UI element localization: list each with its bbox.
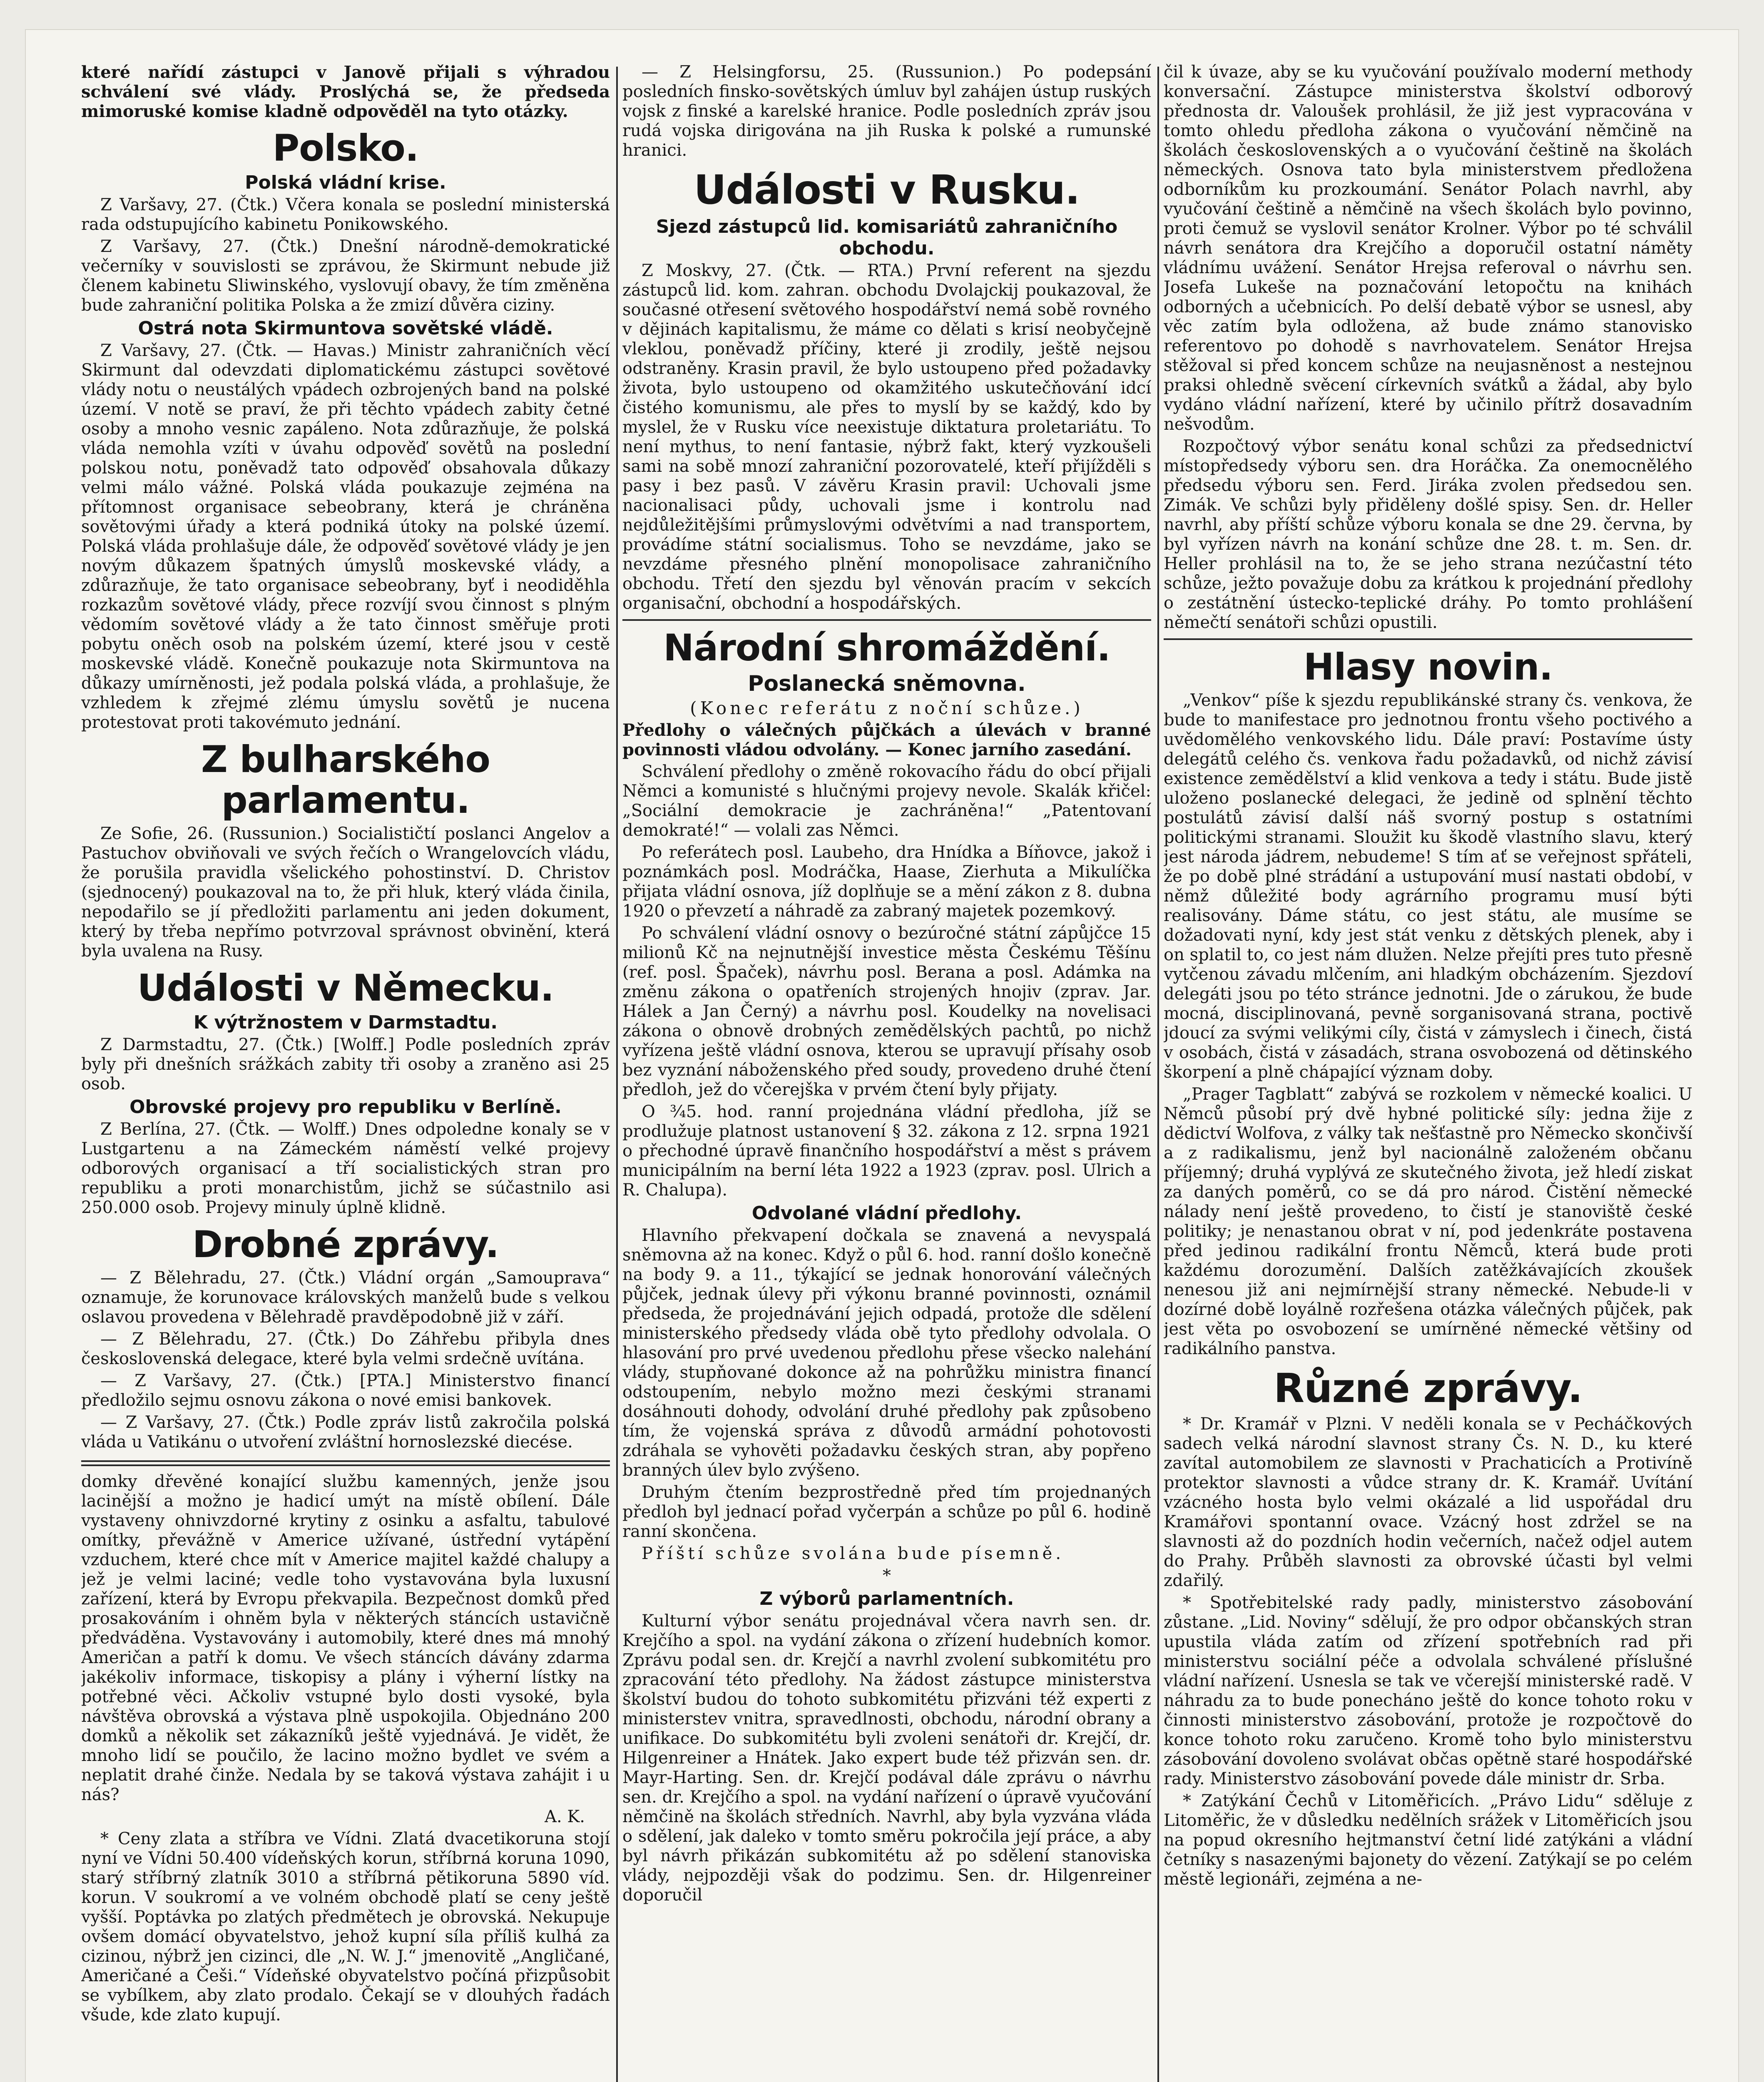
article-paragraph: Druhým čtením bezprostředně před tím projednaných předloh byl jednací pořad vyčerpán a schůze po půl 6. hodině ranní skončena.: [622, 1483, 1151, 1541]
subheading-skirmunt-note: Ostrá nota Skirmuntova sovětské vládě.: [138, 318, 553, 339]
article-paragraph: Ze Sofie, 26. (Russunion.) Socialističtí poslanci Angelov a Pastuchov obviňovali ve svých řečích o Wrangelovcích vládu, že porušila pravidla všelického pohostinství. D. Christov (sjednocený) poukazoval na to, že při hluk, který vláda činila, nepodařilo se jí předložiti parlamentu ani jeden dokument, který by třeba nepřímo potvrzoval správnost obvinění, která byla uvalena na Rusy.: [81, 824, 610, 961]
heading-hlasy-novin: Hlasy novin.: [1303, 645, 1553, 688]
column-3: [1164, 62, 1692, 2082]
subheading-odvolane-predlohy: Odvolané vládní předlohy.: [751, 1203, 1022, 1224]
article-paragraph: Z Varšavy, 27. (Čtk.) Včera konala se poslední ministerská rada odstupujícího kabinetu Ponikowského.: [81, 195, 610, 234]
article-paragraph: Z Berlína, 27. (Čtk. — Wolff.) Dnes odpoledne konaly se v Lustgartenu a na Zámeckém náměstí velké projevy odborových organisací a tří socialistických stran pro republiku a proti monarchistům, jichž se súčastnilo asi 250.000 osob. Projevy minuly úplně klidně.: [81, 1120, 610, 1217]
article-paragraph: * Zatýkání Čechů v Litoměřicích. „Právo Lidu“ sděluje z Litoměřic, že v důsledku nedělních srážek v Litoměřicích jsou na popud okresního hejtmanství četní lidé zatýkáni a vládní četníky s nasazenými bajonety do vězení. Zatýkají se po celém městě legionáři, zejména a ne-: [1164, 1791, 1692, 1889]
article-paragraph: „Venkov“ píše k sjezdu republikánské strany čs. venkova, že bude to manifestace pro jednotnou frontu všeho poctivého a uvědomělého venkovského lidu. Dále praví: Postavíme ústy delegátů celého čs. venkova řadu požadavků, od nichž závisí existence zemědělství a klid venkova a tedy i státu. Bude jistě uloženo poslanecké delegaci, že jedině od splnění těchto postulátů závisí další náš svorný postup s ostatními politickými stranami. Sloužit ku škodě vlastního slavu, který jest národa jádrem, nebudeme! S tím ať se veřejnost spřáteli, že po době plné strádání a ustupování musí nastati období, v němž důležité body agrárního programu musí býti realisovány. Dáme státu, co jest státu, ale musíme se dožadovati nyní, kdy jest stát venku z dětských plenek, aby i on splatil to, co jest nám dlužen. Nelze přejíti pres tuto přesně vytčenou závadu mlčením, ani hladkým obcházením. Sjezdoví delegáti jsou po této stránce jednotni. Jde o zárukou, že bude mocná, disciplinovaná, pevně sorganisovaná strana, poctivě jdoucí za svými velikými cíly, čistá v zámyslech i činech, čistá v osobách, čistá v zásadách, strana osvobozená od dětinského škorpení a plně chápající význam doby.: [1164, 691, 1692, 1082]
heading-polsko: Polsko.: [272, 127, 419, 169]
heading-ruzne-zpravy: Různé zprávy.: [1274, 1365, 1582, 1412]
subheading-darmstadt: K výtržnostem v Darmstadtu.: [193, 1012, 498, 1033]
heading-udalosti-nemecko: Události v Německu.: [137, 966, 554, 1009]
column-2: [622, 62, 1151, 2082]
article-paragraph: — Z Varšavy, 27. (Čtk.) Podle zpráv listů zakročila polská vláda u Vatikánu o utvoření zvláštní hornoslezské diecése.: [81, 1413, 610, 1452]
article-paragraph: — Z Bělehradu, 27. (Čtk.) Vládní orgán „Samouprava“ oznamuje, že korunovace královských manželů bude s velkou oslavou provedena v Bělehradě pravděpodobně již v září.: [81, 1268, 610, 1327]
article-paragraph: Rozpočtový výbor senátu konal schůzi za předsednictví místopředsedy výboru sen. dra Horáčka. Za onemocnělého předsedu výboru sen. Ferd. Jiráka zvolen předsedou sen. Zimák. Ve schůzi byly přiděleny došlé spisy. Sen. dr. Heller navrhl, aby příští schůze výboru konala se dne 29. června, by byl vyřízen návrh na konání schůze dne 28. t. m. Sen. dr. Heller prohlásil na to, že se jeho strana nezúčastní této schůze, ježto považuje dobu za krátkou k projednání předlohy o zestátnění ústecko-teplické dráhy. Po tomto prohlášení němečtí senátoři schůzi opustili.: [1164, 437, 1692, 632]
article-paragraph: Z Moskvy, 27. (Čtk. — RTA.) První referent na sjezdu zástupců lid. kom. zahran. obchodu Dvolajckij poukazoval, že současné otřesení světového hospodářství nemá sobě rovného v dějinách kapitalismu, že máme co dělati s krisí neobyčejně vleklou, poněvadž příčiny, které ji zrodily, ještě nejsou odstraněny. Krasin pravil, že bylo ustoupeno před požadavky života, bylo ustoupeno od okamžitého uskutečňování idcí čistého komunismu, ale přes to myslí by se každý, kdo by myslel, že v Rusku více neexistuje diktatura proletariátu. To není mythus, to není fantasie, nýbrž fakt, který vyzkoušeli sami na sobě mnozí zahraniční pozorovatelé, kteří přijížděli s pasy i bez pasů. V závěru Krasin pravil: Uchovali jsme nacionalisaci půdy, uchovali jsme i kontrolu nad nejdůležitějšími průmyslovými odvětvími a nad transportem, provádíme státní socialismus. Toho se nevzdáme, jako se nevzdáme přesného plnění monopolisace zahraničního obchodu. Třetí den sjezdu byl věnován pracím v sekcích organisační, obchodní a hospodářských.: [622, 261, 1151, 613]
col2-intro: — Z Helsingforsu, 25. (Russunion.) Po podepsání posledních finsko-sovětských úmluv byl zahájen ústup ruských vojsk z finské a karelské hranice. Podle posledních zpráv jsou rudá vojska dirigována na jih Ruska k polské a rumunské hranici.: [622, 62, 1151, 160]
divider: [622, 619, 1151, 621]
article-paragraph: — Z Varšavy, 27. (Čtk.) [PTA.] Ministerstvo financí předložilo sejmu osnovu zákona o nové emisi bankovek.: [81, 1371, 610, 1410]
article-paragraph: Z Varšavy, 27. (Čtk.) Dnešní národně-demokratické večerníky v souvislosti se zprávou, že Skirmunt nebude již členem kabinetu Sliwinského, vyslovují obavy, že tím změněna bude zahraniční politika Polska a že zmizí důvěra ciziny.: [81, 237, 610, 315]
article-paragraph: * Dr. Kramář v Plzni. V neděli konala se v Pecháčkových sadech velká národní slavnost strany Čs. N. D., ku které zavítal automobilem ze slavnosti v Prachaticích a Protivíně protektor slavnosti a vůdce strany dr. K. Kramář. Uvítání vzácného hosta bylo velmi okázalé a lid uspořádal dru Kramářovi spontanní ovace. Vzácný host zdržel se na slavnosti až do pozdních hodin večerních, načež odjel autem do Prahy. Průběh slavnosti za obrovské účasti byl velmi zdařilý.: [1164, 1415, 1692, 1590]
feuilleton-divider: [81, 1460, 610, 1466]
article-paragraph: Z Darmstadtu, 27. (Čtk.) [Wolff.] Podle posledních zpráv byly při dnešních srážkách zabity tři osoby a zraněno asi 25 osob.: [81, 1035, 610, 1093]
article-paragraph: * Spotřebitelské rady padly, ministerstvo zásobování zůstane. „Lid. Noviny“ sdělují, že pro odpor občanských stran upustila vláda zatím od zřízení spotřebních rad při ministerstvu sociální péče a odvolala schválené příslušné vládní nařízení. Usnesla se tak ve včerejší ministerské radě. V náhradu za to bude ponecháno ještě do konce tohoto roku v činnosti ministerstvo zásobování, protože je rozpočtově do konce tohoto roku zaručeno. Kromě toho bylo ministerstvu zásobování dovoleno svolávat občas opětně staré hospodářské rady. Ministerstvo zásobování povede dále ministr dr. Srba.: [1164, 1593, 1692, 1788]
heading-bulharsky-parlament: Z bulharského parlamentu.: [201, 738, 490, 822]
feuilleton-paragraph: * Ceny zlata a stříbra ve Vídni. Zlatá dvacetikoruna stojí nyní ve Vídni 50.400 vídeňských korun, stříbrná koruna 1090, starý stříbrný zlatník 3010 a stříbrná pětikoruna 5890 víd. korun. V soukromí a ve volném obchodě platí se ceny ještě vyšší. Poptávka po zlatých předmětech je obrovská. Nekupuje ovšem domácí obyvatelstvo, jehož kupní síla příliš kulhá za cizinou, nýbrž jen cizinci, dle „N. W. J.“ jmenovitě „Angličané, Američané a Češi.“ Vídeňské obyvatelstvo počíná přizpůsobit se vybílkem, aby zlato prodalo. Čekají se v dlouhých řadách všude, kde zlato kupují.: [81, 1829, 610, 2025]
heading-udalosti-rusko: Události v Rusku.: [694, 167, 1080, 213]
col1-intro: které nařídí zástupci v Janově přijali s výhradou schválení své vlády. Proslýchá se, že předseda mimoruské komise kladně odpověděl na tyto otázky.: [81, 62, 610, 121]
column-1: [81, 62, 610, 2082]
subheading-konec-referatu: (Konec referátu z noční schůze.): [690, 698, 1084, 718]
article-paragraph: Hlavního překvapení dočkala se znavená a nevyspalá sněmovna až na konec. Když o půl 6. hod. ranní došlo konečně na body 9. a 11., týkající se jednak honorování válečných půjček, jednak úlevy při výkonu branné povinnosti, oznámil předseda, že projednávání jejich odpadá, protože dle sdělení ministerského předsedy vláda obě tyto předlohy odvolala. O hlasování pro prvé uvedenou předlohu přese všecko nalehání vlády, stupňované dokonce až na pohrůžku ministra financí odstoupením, nebylo možno mezi českými stranami dosáhnouti dohody, odvolání druhé předlohy pak způsobeno tím, že vojenská správa z důvodů armádní pohotovosti zdráhala se vyhověti požadavku českých stran, aby popřeno branných úlev bylo zvýšeno.: [622, 1226, 1151, 1480]
author-signature: A. K.: [545, 1807, 585, 1826]
newspaper-page: [25, 29, 1739, 2082]
article-paragraph: O ¾5. hod. ranní projednána vládní předloha, jíž se prodlužuje platnost ustanovení § 32. zákona z 12. srpna 1921 o přechodné úpravě finančního hospodářství a měst s právem municipálním na berní léta 1922 a 1923 (zprav. posl. Ulrich a R. Chalupa).: [622, 1102, 1151, 1200]
col3-intro: čil k úvaze, aby se ku vyučování používalo moderní methody konversační. Zástupce ministerstva školství odborový přednosta dr. Valoušek prohlásil, že již jest vypracována v tomto ohledu předloha zákona o vyučování němčině na školách československých a o vyučování češtině na školách německých. Osnova tato byla ministerstvem předložena odborníkům ku prozkoumání. Senátor Polach navrhl, aby vyučování češtině a němčině na všech školách bylo povinno, proti čemuž se vyslovil senátor Krolner. Výbor po té schválil návrh senátora dra Krejčího a doporučil ostatní náměty vládnímu uvážení. Senátor Hrejsa referoval o návrhu sen. Josefa Lukeše na poznačování letopočtu na knihách odborných a učebnicích. Po delší debatě výbor se usnesl, aby věc zatím byla odložena, až bude známo stanovisko referentovo po dohodě s navrhovatelem. Senátor Hrejsa stěžoval si před koncem schůze na neujasněnost a nestejnou praksi ohledně svěcení církevních svátků a žádal, aby bylo vydáno vládní nařízení, které by učinilo přítrž dosavadním nešvodům.: [1164, 62, 1692, 434]
article-paragraph: „Prager Tagblatt“ zabývá se rozkolem v německé koalici. U Němců působí prý dvě hybné politické síly: jedna žije z dědictví Wolfova, z války tak nešťastně pro Německo skončivší a z radikalismu, jenž byl nacionálně založeném občanu příjemný; druhá vyplývá ze skutečného života, jež hledí ziskat za daných poměrů, co se dá pro národ. Čistění německé nálady není ještě provedeno, to čistí je stanoviště české politiky; je nenastanou obrat v ní, pod jedenkráte postavena před jedinou radikální frontu Němců, která bude proti každému dorozumění. Dalších zatěžkávajících zkoušek nenesou již ani nejmírnější strany německé. Nebude-li v dozírné době loyálně rozřešena otázka válečných půjček, pak jest věta po osvobození se umírněné německé většiny od radikálního panstva.: [1164, 1085, 1692, 1358]
article-paragraph: Kulturní výbor senátu projednával včera navrh sen. dr. Krejčího a spol. na vydání zákona o zřízení hudebních komor. Zprávu podal sen. dr. Krejčí a navrhl zvolení subkomitétu pro zpracování této předlohy. Na žádost zástupce ministerstva školství budou do tohoto subkomitétu přizváni též experti z ministerstev vnitra, spravedlnosti, obchodu, národní obrany a unifikace. Do subkomitétu byli zvoleni senátoři dr. Krejčí, dr. Hilgenreiner a Hnátek. Jako expert bude též přizván sen. dr. Mayr-Harting. Sen. dr. Krejčí podával dále zprávu o návrhu sen. dr. Krejčího a spol. na vydání nařízení o úpravě vyučování němčině na školách středních. Navrhl, aby byla vyzvána vláda o sdělení, jak daleko v tomto směru pokročila její práce, a aby byl návrh přikázán subkomitétu až po sdělení stanoviska vlády, nejpozději však do podzimu. Sen. dr. Hilgenreiner doporučil: [622, 1611, 1151, 1905]
divider: [1164, 638, 1692, 640]
subheading-polska-krise: Polská vládní krise.: [245, 172, 446, 193]
article-paragraph: Po schválení vládní osnovy o bezúročné státní zápůjčce 15 milionů Kč na nejnutnější investice města Českému Těšínu (ref. posl. Špaček), návrhu posl. Berana a posl. Adámka na změnu zákona o opatřeních strojených hnojiv (zprav. Jar. Hálek a Jan Černý) a návrhu posl. Koudelky na novelisaci zákona o obnově drobných zemědělských pachtů, po nichž vyřízena ještě vládní osnova, kterou se upravují přísahy osob bez vyznání náboženského před soudy, provedeno druhé čtení předloh, jež do včerejška v prvém čtení byly přijaty.: [622, 924, 1151, 1099]
column-rule-2: [1157, 67, 1159, 2082]
article-lead: Předlohy o válečných půjčkách a úlevách v branné povinnosti vládou odvolány. — Konec jarního zasedání.: [622, 720, 1151, 760]
article-paragraph: Z Varšavy, 27. (Čtk. — Havas.) Ministr zahraničních věcí Skirmunt dal odevzdati diplomatickému zástupci sovětové vlády notu o neustálých vpádech ozbrojených band na polské území. V notě se praví, že při těchto vpádech zabity četné osoby a mnoho vesnic zapáleno. Nota zdůrazňuje, že polská vláda nemohla vzíti v úvahu odpověď sovětů na poslední polskou notu, poněvadž tato odpověď obsahovala důkazy velmi málo vážné. Polská vláda poukazuje zejména na přítomnost organisace sebeobrany, která je chráněna sovětovými úřady a která podniká útoky na polské území. Polská vláda prohlašuje dále, že odpověď sovětové vlády je jen novým důkazem špatných úmyslů moskevské vlády, a zdůrazňuje, že tato organisace sebeobrany, byť i neodiděhla rozkazům sovětové vlády, přece rozvíjí svou činnost s plným vědomím sovětové vlády a že tato činnost směřuje proti pobytu oněch osob na polském území, které jsou v cestě moskevské vládě. Konečně poukazuje nota Skirmuntova na důkazy umírněnosti, jež podala polská vláda, a prohlašuje, že vzhledem k zřejmé zlému úmyslu sovětů je nucena protestovat proti takovémuto jednání.: [81, 341, 610, 732]
heading-drobne-zpravy: Drobné zprávy.: [192, 1223, 499, 1266]
article-paragraph: Po referátech posl. Laubeho, dra Hnídka a Bíňovce, jakož i poznámkách posl. Modráčka, Haase, Zierhuta a Mikulíčka přijata vládní osnova, jíž doplňuje se a mění zákon z 8. dubna 1920 o převzetí a náhradě za zabraný majetek pozemkový.: [622, 843, 1151, 921]
article-paragraph: Příští schůze svolána bude písemně.: [642, 1544, 1065, 1563]
article-paragraph: Schválení předlohy o změně rokovacího řádu do obcí přijali Němci a komunisté s hlučnými projevy nevole. Skalák křičel: „Sociální demokracie je zachráněna!“ „Patentovaní demokraté!“ — volali zas Němci.: [622, 762, 1151, 840]
subheading-berlin: Obrovské projevy pro republiku v Berlíně.: [129, 1096, 562, 1118]
heading-narodni-shromazdeni: Národní shromáždění.: [663, 626, 1110, 669]
subheading-z-vyboru: Z výborů parlamentních.: [759, 1588, 1014, 1609]
subheading-poslanecka-snemovna: Poslanecká sněmovna.: [748, 671, 1026, 696]
section-asterisk: *: [883, 1566, 891, 1585]
feuilleton-paragraph: domky dřevěné konající službu kamenných, jenže jsou lacinější a možno je hadicí umýt na místě obílení. Dále vystaveny ohnivzdorné krytiny z osinku a asfaltu, tabulové omítky, převážně v Americe užívané, ústřední vytápění vzduchem, které chce mít v Americe majitel každé chalupy a jež je velmi laciné; vedle toho vystavována byla luxusní zařízení, která by Evropu překvapila. Bezpečnost domků před prosakováním i ohněm byla v některých stáncích ustavičně předváděna. Vystavovány i automobily, které dnes má mnohý Američan a patří k domu. Ve všech stáncích dávány zdarma jakékoliv informace, tiskopisy a plány i výherní lístky na potřebné věci. Ačkoliv vstupné bylo dosti vysoké, byla návštěva obrovská a výstava plně uspokojila. Objednáno 200 domků a několik set zákazníků ještě vyjednává. Je vidět, že mnoho lidí se poučilo, že lacino možno bydlet ve svém a neplatit drahé činže. Nedala by se taková výstava zahájit i u nás?: [81, 1472, 610, 1804]
column-rule-1: [616, 67, 618, 2082]
article-paragraph: — Z Bělehradu, 27. (Čtk.) Do Záhřebu přibyla dnes československá delegace, které byla velmi srdečně uvítána.: [81, 1330, 610, 1368]
subheading-sjezd: Sjezd zástupců lid. komisariátů zahraničního obchodu.: [656, 216, 1118, 259]
